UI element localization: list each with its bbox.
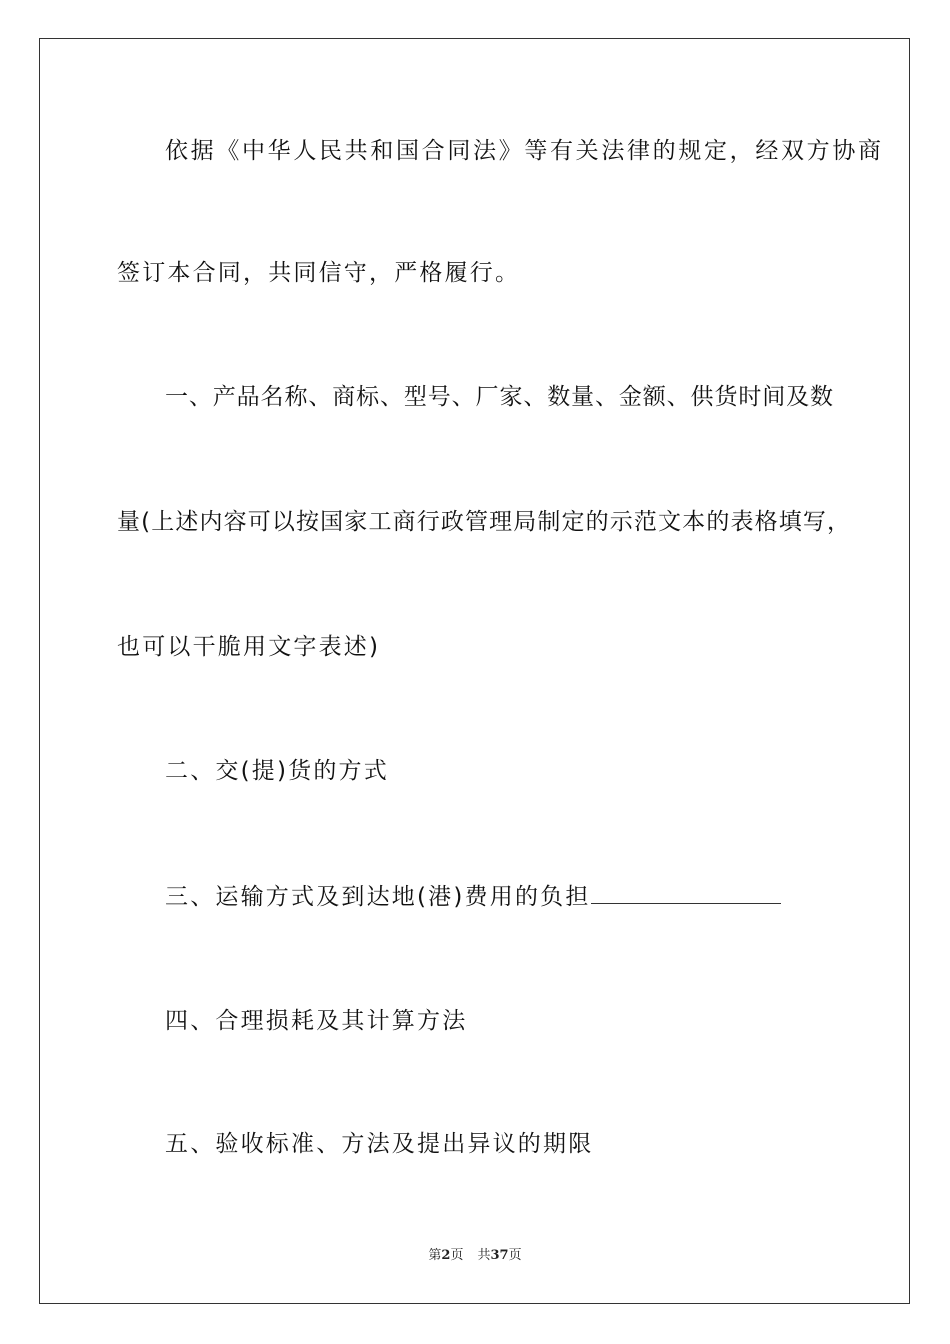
footer-page-number: 2 — [441, 1248, 451, 1263]
paragraph-line-1: 依据《中华人民共和国合同法》等有关法律的规定，经双方协商 — [165, 138, 881, 164]
fill-in-blank — [591, 881, 781, 904]
clause-4: 四、合理损耗及其计算方法 — [165, 1008, 468, 1034]
page-frame — [39, 38, 910, 1304]
footer-page-suffix: 页 — [450, 1248, 464, 1263]
clause-3 — [165, 881, 781, 912]
clause-5: 五、验收标准、方法及提出异议的期限 — [165, 1131, 594, 1157]
clause-3-text: 三、运输方式及到达地(港)费用的负担 — [165, 884, 591, 910]
clause-1-line-2: 量(上述内容可以按国家工商行政管理局制定的示范文本的表格填写， — [117, 509, 850, 535]
footer-total-suffix: 页 — [508, 1248, 522, 1263]
page-footer — [0, 1247, 950, 1265]
footer-total-prefix: 共 — [477, 1248, 491, 1263]
clause-1-line-3: 也可以干脆用文字表述) — [117, 634, 381, 660]
clause-1-line-1: 一、产品名称、商标、型号、厂家、数量、金额、供货时间及数 — [165, 384, 833, 410]
clause-2: 二、交(提)货的方式 — [165, 758, 389, 784]
footer-page-prefix: 第 — [428, 1248, 442, 1263]
paragraph-line-2: 签订本合同，共同信守，严格履行。 — [117, 260, 521, 286]
footer-total-pages: 37 — [490, 1248, 509, 1263]
